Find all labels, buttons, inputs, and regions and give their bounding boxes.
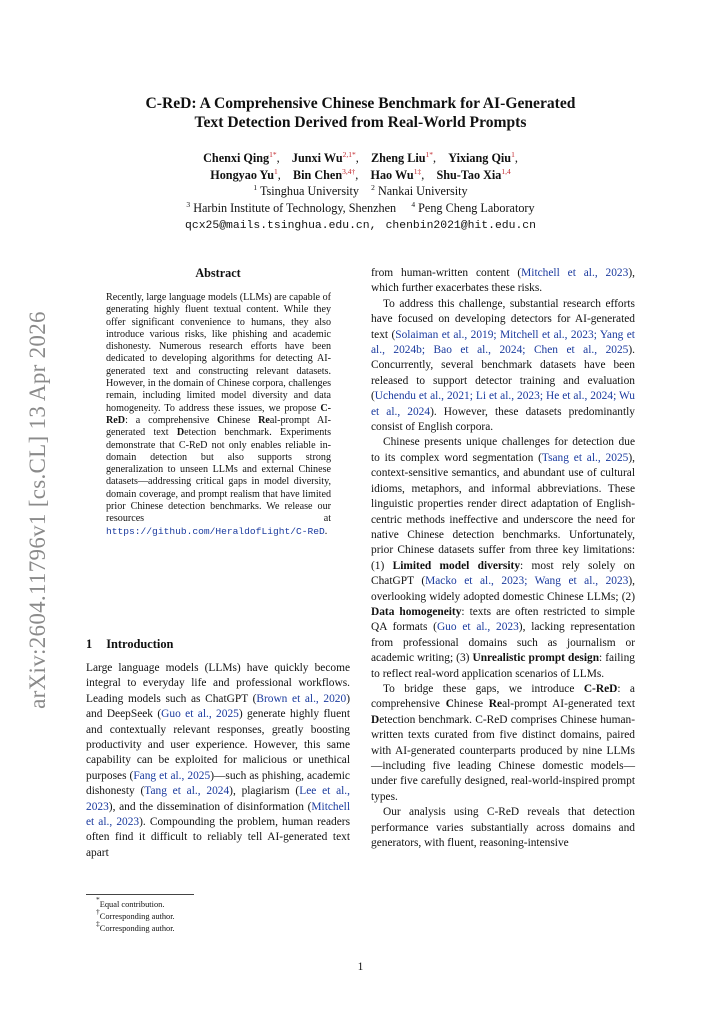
email-row	[90, 216, 631, 235]
right-paragraph-5: Our analysis using C-ReD reveals that detection performance varies substantially across domains and generators, with fluent, reasoning-intensive	[371, 806, 635, 850]
body-text: ). Concurrently, several benchmark datasets have been released to support detector training and evaluation (	[371, 344, 636, 403]
limitation-keyword: Limited model diversity	[392, 559, 521, 572]
intro-left-column	[86, 661, 350, 861]
email-1[interactable]: qcx25@mails.tsinghua.edu.cn,	[185, 220, 377, 232]
body-text: ), and the dissemination of disinformation (	[108, 800, 312, 813]
arxiv-side-stamp	[18, 300, 58, 720]
author-row-2: Hongyao Yu$^1$, Bin Chen$^{3,4\dagger}$, Hao $Wu^{1\ddagger}$, Shu-Tao Xia$^{1,4}$	[210, 166, 511, 182]
body-text: To bridge these gaps, we introduce	[383, 682, 584, 695]
author-name: Chenxi Qing	[203, 151, 270, 165]
citation-link[interactable]: Solaiman et al., 2019	[395, 328, 494, 341]
abstract-text: : a comprehensive	[125, 414, 218, 426]
footnote-text: Corresponding author.	[99, 912, 175, 921]
citation-link[interactable]: Wu et al., 2024	[371, 390, 636, 418]
abstract-bold: D	[176, 427, 185, 439]
body-text: )—such as phishing, academic dishonesty (	[86, 769, 350, 798]
citation-link[interactable]: Li et al., 2023	[475, 390, 540, 403]
section-title: Introduction	[106, 637, 174, 651]
abstract-text: etection benchmark. Experiments demonstrate that C-ReD not only enables reliable in-domain detection but also supports strong generalization to unseen LLMs and external Chinese datasets—addressing critical gaps in model diversity, domain coverage, and prompt realism that have limited prior Chinese detection benchmarks. We release our resources at	[106, 427, 331, 525]
citation-sep: ;	[493, 328, 500, 341]
body-text: ) and DeepSeek (	[86, 692, 350, 721]
author-name: Shu-Tao Xia	[436, 167, 502, 182]
footnote-mark: †	[96, 907, 100, 916]
body-text: ), which further exacerbates these risks.	[371, 267, 635, 295]
bold-text: C-ReD	[583, 682, 618, 695]
right-paragraph-4	[371, 682, 635, 805]
footnote-3	[96, 919, 175, 935]
title-line-2: Text Detection Derived from Real-World Prompts	[194, 114, 527, 131]
citation-link[interactable]: Guo et al., 2023	[436, 621, 519, 634]
abstract-bold: Re	[258, 414, 270, 426]
intro-paragraph	[86, 661, 350, 861]
abstract-body	[106, 292, 331, 538]
body-text: : failing to reflect real-word application scenarios of LLMs.	[371, 652, 635, 680]
abstract-bold: C-ReD	[106, 402, 331, 426]
citation-sep: ;	[469, 390, 476, 403]
body-text: ), lacking representation from professional domains such as journalism or academic writing; (3)	[371, 621, 636, 665]
body-text: To address this challenge, substantial research efforts have focused on developing detectors for AI-generated text (	[371, 297, 635, 341]
abstract-text: .	[324, 525, 328, 537]
right-paragraph-3	[371, 435, 635, 682]
citation-sep: ;	[539, 390, 546, 403]
body-text: Chinese presents unique challenges for detection due to its complex word segmentation (	[371, 436, 635, 464]
abstract-heading: Abstract	[195, 266, 241, 280]
body-text: ). Compounding the problem, human readers often find it difficult to reliably tell AI-generated text apart	[86, 816, 350, 859]
author-sup: 1*	[425, 150, 433, 159]
bold-text: Re	[488, 698, 503, 711]
email-2[interactable]: chenbin2021@hit.edu.cn	[385, 220, 536, 232]
body-text: ), context-sensitive semantics, and abundant use of cultural idioms, metaphors, and informal abbreviations. These linguistic properties render direct adaptation of English-centric methods ineffective and underscore the need for native Chinese detection benchmarks. Unfortunately, prior Chinese datasets suffer from three key limitations: (1)	[371, 451, 635, 572]
citation-sep: ;	[593, 328, 600, 341]
citation-link[interactable]: Yang et al., 2024b	[371, 328, 635, 357]
citation-link[interactable]: Brown et al., 2020	[256, 692, 347, 705]
right-paragraph-2	[371, 297, 635, 436]
author-name: Zheng Liu	[370, 151, 426, 165]
paper-title	[90, 94, 631, 132]
body-text: ). However, these datasets predominantly consist of English corpora.	[371, 405, 635, 434]
citation-link[interactable]: Wang et al., 2023	[534, 575, 629, 588]
affiliation-num: 3	[186, 199, 191, 209]
arxiv-id-label[interactable]: arXiv:2604.11796v1 [cs.CL] 13 Apr 2026	[25, 311, 51, 709]
footnote-2	[96, 907, 175, 923]
citation-sep: ;	[524, 575, 535, 588]
body-text: Large language models (LLMs) have quickly become integral to everyday life and professional workflows. Leading models such as ChatGPT (	[86, 662, 350, 705]
citation-link[interactable]: Fang et al., 2025	[133, 769, 211, 782]
author-name: Yixiang Qiu	[448, 151, 512, 165]
footnote-text: Equal contribution.	[99, 900, 165, 909]
author-name: Hao Wu	[370, 167, 414, 182]
footnotes	[96, 895, 175, 935]
citation-link[interactable]: Tsang et al., 2025	[541, 451, 629, 464]
citation-link[interactable]: Guo et al., 2025	[161, 708, 239, 721]
affiliation: Harbin Institute of Technology, Shenzhen	[193, 200, 397, 215]
right-paragraph-1	[371, 266, 635, 297]
body-text: hinese	[453, 698, 489, 711]
affiliation: Peng Cheng Laboratory	[418, 200, 535, 215]
author-sup: 1	[511, 150, 515, 159]
citation-sep: ;	[613, 390, 620, 403]
body-text: etection benchmark. C-ReD comprises Chinese human-written texts curated from five distinct domains, paired with AI-generated counterparts produced by nine LLMs—including five leading Chinese domestic models—under five carefully designed, real-world-inspired prompt types.	[371, 713, 635, 803]
citation-link[interactable]: Tang et al., 2024	[144, 785, 230, 798]
repo-link[interactable]: https://github.com/HeraldofLight/C-ReD	[106, 525, 325, 537]
citation-link[interactable]: Chen et al., 2025	[533, 344, 629, 357]
citation-link[interactable]: Uchendu et al., 2021	[374, 390, 470, 403]
affiliation-row-1	[90, 183, 631, 200]
author-name: Bin Chen	[293, 167, 343, 182]
author-sup: 1,4	[501, 166, 511, 176]
body-text: ) generate highly fluent and contextually relevant responses, greatly boosting productivity and user experience. However, this same capability can be exploited for malicious or unethical purposes (	[86, 708, 351, 782]
author-sup: 3,4†	[342, 166, 356, 176]
abstract-text: Recently, large language models (LLMs) are capable of generating highly fluent textual content. While they offer significant convenience to humans, they also introduce various risks, like phishing and academic dishonesty. Numerous research efforts have been dedicated to developing algorithms for detecting AI-generated text and constructing relevant datasets. However, in the domain of Chinese corpora, challenges remain, including limited model diversity and data homogeneity. To address these issues, we propose	[106, 292, 331, 414]
footnote-1	[96, 895, 175, 911]
author-name: Hongyao Yu	[210, 167, 275, 182]
body-text: : most rely solely on ChatGPT (	[371, 559, 635, 588]
footnote-mark: ‡	[96, 919, 100, 928]
author-sup: 1*	[269, 150, 277, 159]
body-text: al-prompt AI-generated text	[502, 698, 635, 711]
affiliation-num: 4	[411, 199, 416, 209]
affiliation: Tsinghua University	[259, 184, 359, 198]
citation-link[interactable]: He et al., 2024	[545, 390, 614, 403]
affiliation-num: 1	[253, 183, 258, 192]
citation-link[interactable]: Lee et al., 2023	[86, 785, 350, 813]
citation-sep: ;	[522, 344, 534, 357]
affiliation: Nankai University	[377, 184, 468, 198]
author-name: Junxi Wu	[291, 151, 343, 165]
citation-sep: ;	[421, 344, 434, 357]
author-sup: 1‡	[413, 166, 422, 176]
limitation-keyword: Unrealistic prompt design	[472, 652, 600, 665]
body-text: ), overlooking widely adopted domestic Chinese LLMs; (2)	[371, 575, 636, 603]
author-sup: 1	[274, 166, 278, 176]
affiliation-row-2	[90, 200, 631, 217]
citation-link[interactable]: Mitchell et al., 2023	[499, 328, 594, 341]
author-block	[90, 150, 631, 235]
body-text: from human-written content (	[371, 267, 522, 279]
body-text: : a comprehensive	[371, 682, 635, 711]
body-text: : texts are often restricted to simple QA formats (	[371, 605, 635, 634]
section-number: 1	[86, 637, 93, 651]
abstract-text: al-prompt AI-generated text	[106, 414, 331, 439]
section-heading-introduction	[86, 637, 173, 652]
body-text: ), plagiarism (	[229, 785, 300, 798]
citation-link[interactable]: Macko et al., 2023	[425, 575, 525, 588]
bold-text: C	[445, 698, 454, 711]
bold-text: D	[371, 713, 380, 726]
author-row-1: Chenxi Qing$^{1*}$, Junxi $Wu^{2,1*}$, Zheng Liu$^{1*}$, Yixiang Qiu$^1$,	[203, 150, 518, 165]
title-line-1: C-ReD: A Comprehensive Chinese Benchmark for AI-Generated	[145, 95, 576, 112]
footnote-mark: *	[96, 895, 100, 904]
limitation-keyword: Data homogeneity	[371, 605, 462, 618]
affiliation-num: 2	[371, 183, 375, 192]
footnote-divider	[86, 894, 194, 895]
citation-link[interactable]: Mitchell et al., 2023	[86, 800, 350, 829]
abstract-text: hinese	[224, 414, 259, 426]
abstract-bold: C	[217, 414, 225, 426]
citation-link[interactable]: Mitchell et al., 2023	[521, 267, 629, 279]
citation-link[interactable]: Bao et al., 2024	[433, 344, 523, 357]
right-column	[371, 266, 635, 851]
page-number: 1	[357, 961, 364, 973]
footnote-text: Corresponding author.	[99, 924, 175, 933]
author-sup: 2,1*	[342, 150, 356, 159]
